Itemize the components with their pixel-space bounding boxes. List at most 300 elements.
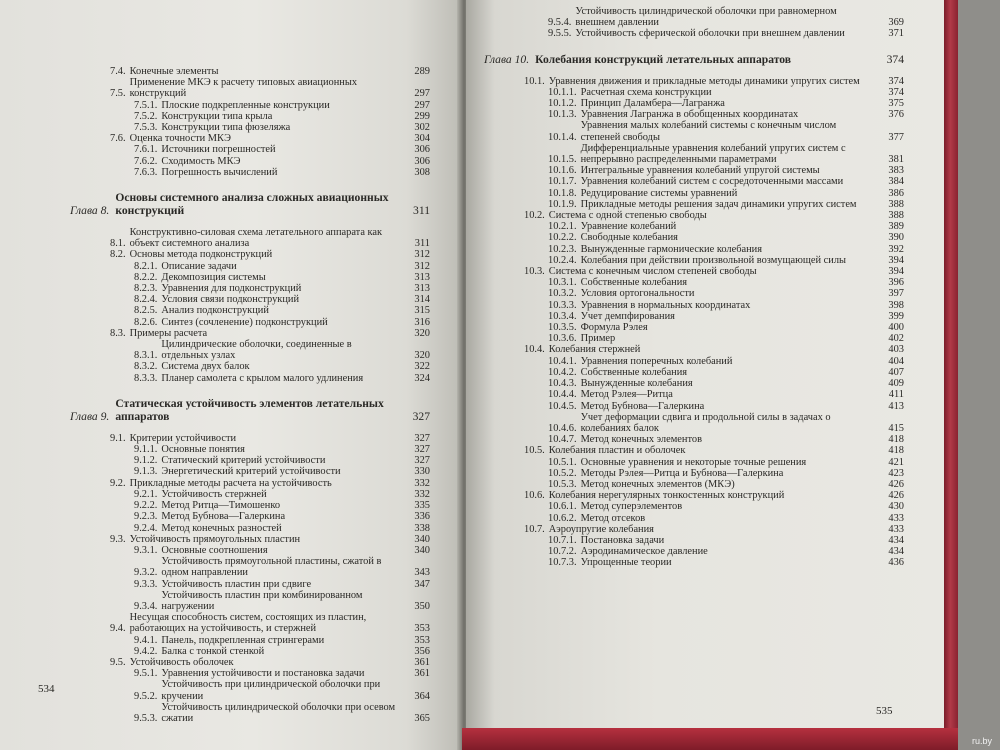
toc-subsection (484, 333, 904, 344)
toc-subsection (484, 165, 904, 176)
page-ref: 397 (888, 288, 904, 300)
section-number: 9.5. (110, 656, 126, 668)
section-number: 8.2.3. (134, 283, 158, 295)
toc-subsection (484, 434, 904, 445)
section-title: Учет деформации сдвига и продольной силы в задачах о колебаниях балок (580, 411, 831, 434)
page-ref: 361 (414, 656, 430, 668)
section-title: Метод суперэлементов (580, 501, 683, 513)
page-ref: 413 (888, 400, 904, 412)
page-ref: 308 (414, 166, 430, 178)
page-ref: 423 (888, 467, 904, 479)
page-ref: 421 (888, 456, 904, 468)
toc-subsection (70, 272, 430, 283)
section-number: 8.3.2. (134, 361, 158, 373)
section-title: Устойчивость цилиндрической оболочки при равномерном внешнем давлении (575, 6, 837, 29)
section-number: 9.3.4. (134, 600, 158, 612)
page-ref: 311 (413, 204, 430, 218)
section-number: 9.2.2. (134, 500, 158, 512)
section-number: 10.1.9. (548, 198, 577, 210)
chapter-heading (484, 53, 904, 66)
toc-subsection (484, 378, 904, 389)
section-number: 7.6.3. (134, 166, 158, 178)
section-number: 9.2.3. (134, 511, 158, 523)
section-number: 10.1.4. (548, 131, 577, 143)
section-title: Метод Бубнова—Галеркина (580, 400, 705, 412)
page-ref: 311 (414, 238, 430, 250)
toc-section (70, 77, 430, 99)
section-number: 10.5.3. (548, 478, 577, 490)
section-title: Методы Рэлея—Ритца и Бубнова—Галеркина (580, 467, 784, 479)
section-title: Метод конечных элементов (МКЭ) (580, 478, 735, 490)
toc-subsection (70, 500, 430, 511)
section-number: 10.3.1. (548, 277, 577, 289)
section-title: Планер самолета с крылом малого удлинения (161, 372, 364, 384)
section-title: Панель, подкрепленная стрингерами (161, 634, 325, 646)
toc-section (70, 433, 430, 444)
chapter-label: Глава 9. (70, 409, 110, 423)
page-ref: 434 (888, 534, 904, 546)
toc-subsection (484, 311, 904, 322)
toc-subsection (70, 339, 430, 361)
section-title: Статический критерий устойчивости (161, 455, 326, 467)
section-number: 7.4. (110, 66, 126, 77)
page-ref: 338 (414, 522, 430, 534)
page-ref: 330 (414, 466, 430, 478)
page-ref: 343 (414, 567, 430, 579)
section-number: 9.1.1. (134, 444, 158, 456)
section-number: 9.3.3. (134, 578, 158, 590)
page-ref: 402 (888, 333, 904, 345)
toc-subsection (484, 412, 904, 434)
toc-subsection (70, 373, 430, 384)
section-number: 10.4.3. (548, 378, 577, 390)
toc-subsection (70, 702, 430, 724)
page-ref: 365 (414, 712, 430, 724)
toc-subsection (484, 535, 904, 546)
page-ref: 299 (414, 110, 430, 122)
toc-subsection (70, 144, 430, 155)
page-ref: 377 (888, 131, 904, 143)
toc-section (484, 210, 904, 221)
section-title: Уравнения в нормальных координатах (580, 299, 751, 311)
page-ref: 347 (414, 578, 430, 590)
section-title: Оценка точности МКЭ (129, 133, 231, 145)
toc-subsection (70, 668, 430, 679)
toc-subsection (70, 646, 430, 657)
right-toc (484, 6, 904, 569)
toc-subsection (70, 100, 430, 111)
toc-subsection (484, 6, 904, 28)
page-ref: 320 (414, 350, 430, 362)
section-number: 8.3. (110, 327, 126, 339)
section-number: 10.2. (524, 210, 545, 222)
page-ref: 313 (414, 271, 430, 283)
page-ref: 297 (414, 99, 430, 111)
toc-subsection (70, 294, 430, 305)
section-number: 10.3.2. (548, 288, 577, 300)
page-ref: 361 (414, 668, 430, 680)
section-number: 10.1.1. (548, 86, 577, 98)
page-ref: 332 (414, 477, 430, 489)
page-ref: 353 (414, 623, 430, 635)
section-title: Устойчивость сферической оболочки при внешнем давлении (575, 28, 845, 40)
toc-section (484, 76, 904, 87)
section-title: Уравнения Лагранжа в обобщенных координатах (580, 109, 799, 121)
page-ref: 315 (414, 305, 430, 317)
section-number: 7.5.2. (134, 110, 158, 122)
toc-subsection (484, 244, 904, 255)
page-ref: 383 (888, 165, 904, 177)
section-title: Несущая способность систем, состоящих из пластин, работающих на устойчивость, и стержней (129, 612, 367, 635)
page-ref: 396 (888, 277, 904, 289)
page-ref: 304 (414, 133, 430, 145)
section-title: Устойчивость оболочек (129, 656, 234, 668)
section-number: 10.2.4. (548, 254, 577, 266)
page-ref: 398 (888, 299, 904, 311)
toc-subsection (484, 221, 904, 232)
chapter-heading (70, 397, 430, 423)
toc-subsection (484, 109, 904, 120)
page-ref: 409 (888, 378, 904, 390)
page-ref: 376 (888, 109, 904, 121)
page-ref: 394 (888, 254, 904, 266)
page-ref: 306 (414, 144, 430, 156)
book-cover-edge (944, 0, 958, 750)
section-number: 10.4.5. (548, 400, 577, 412)
section-title: Собственные колебания (580, 366, 688, 378)
page-ref: 356 (414, 645, 430, 657)
section-number: 7.6.1. (134, 144, 158, 156)
section-title: Устойчивость прямоугольной пластины, сжатой в одном направлении (161, 556, 382, 579)
section-number: 10.4.6. (548, 422, 577, 434)
section-number: 10.5.1. (548, 456, 577, 468)
page-ref: 403 (888, 344, 904, 356)
toc-subsection (484, 199, 904, 210)
section-title: Система двух балок (161, 361, 250, 373)
page-ref: 388 (888, 210, 904, 222)
section-number: 8.2.6. (134, 316, 158, 328)
section-title: Применение МКЭ к расчету типовых авиационных конструкций (129, 77, 358, 100)
toc-subsection (70, 122, 430, 133)
section-number: 10.5. (524, 445, 545, 457)
section-title: Условия связи подконструкций (161, 294, 300, 306)
toc-subsection (484, 188, 904, 199)
section-title: Критерии устойчивости (129, 432, 237, 444)
section-title: Колебания нерегулярных тонкостенных конструкций (548, 490, 785, 502)
page-ref: 404 (888, 355, 904, 367)
section-title: Декомпозиция системы (161, 271, 266, 283)
page-ref: 364 (414, 690, 430, 702)
section-title: Цилиндрические оболочки, соединенные в отдельных узлах (161, 339, 352, 362)
page-ref: 411 (888, 389, 904, 401)
section-title: Аэродинамическое давление (580, 546, 708, 558)
section-number: 9.3.1. (134, 544, 158, 556)
page-ref: 332 (414, 488, 430, 500)
toc-subsection (70, 579, 430, 590)
page-ref: 433 (888, 523, 904, 535)
section-number: 9.5.5. (548, 28, 572, 40)
section-title: Метод Бубнова—Галеркина (161, 511, 286, 523)
page-ref: 426 (888, 490, 904, 502)
section-title: Уравнения малых колебаний системы с конечным числом степеней свободы (580, 120, 837, 143)
page-ref: 430 (888, 501, 904, 513)
right-page (466, 0, 944, 750)
toc-section (70, 657, 430, 668)
page-ref: 327 (414, 432, 430, 444)
toc-section (484, 524, 904, 535)
toc-section (70, 478, 430, 489)
toc-subsection (484, 120, 904, 142)
backdrop (958, 0, 1000, 750)
section-title: Формула Рэлея (580, 322, 648, 334)
section-title: Конструкции типа крыла (161, 110, 273, 122)
page-ref: 289 (414, 66, 430, 77)
toc-subsection (484, 468, 904, 479)
page-ref: 340 (414, 544, 430, 556)
toc-subsection (484, 367, 904, 378)
page-ref: 327 (412, 409, 430, 423)
section-number: 10.3. (524, 266, 545, 278)
section-title: Метод отсеков (580, 512, 646, 524)
page-ref: 434 (888, 546, 904, 558)
section-number: 9.5.2. (134, 690, 158, 702)
toc-subsection (70, 523, 430, 534)
page-ref: 415 (888, 422, 904, 434)
section-title: Основы метода подконструкций (129, 249, 273, 261)
toc-subsection (484, 255, 904, 266)
section-title: Условия ортогональности (580, 288, 695, 300)
toc-subsection (484, 176, 904, 187)
section-number: 9.2.1. (134, 488, 158, 500)
page-ref: 306 (414, 155, 430, 167)
section-title: Энергетический критерий устойчивости (161, 466, 341, 478)
page-ref: 426 (888, 478, 904, 490)
toc-section (70, 534, 430, 545)
page-ref: 322 (414, 361, 430, 373)
watermark: ru.by (971, 736, 992, 746)
toc-subsection (70, 317, 430, 328)
page-ref: 390 (888, 232, 904, 244)
section-number: 10.1.5. (548, 154, 577, 166)
section-number: 10.7. (524, 523, 545, 535)
section-number: 10.1.3. (548, 109, 577, 121)
page-ref: 327 (414, 444, 430, 456)
page-ref: 374 (888, 75, 904, 87)
toc-section (484, 445, 904, 456)
toc-subsection (484, 277, 904, 288)
toc-section (484, 266, 904, 277)
toc-subsection (70, 361, 430, 372)
section-title: Балка с тонкой стенкой (161, 645, 265, 657)
section-number: 10.2.2. (548, 232, 577, 244)
section-number: 7.6.2. (134, 155, 158, 167)
section-title: Метод Ритца—Тимошенко (161, 500, 281, 512)
section-number: 9.5.4. (548, 17, 572, 29)
page-ref: 316 (414, 316, 430, 328)
section-title: Устойчивость при цилиндрической оболочки при кручении (161, 679, 381, 702)
section-title: Конструктивно-силовая схема летательного аппарата как объект системного анализа (129, 227, 383, 250)
section-number: 10.4. (524, 344, 545, 356)
page-ref: 394 (888, 266, 904, 278)
section-title: Свободные колебания (580, 232, 678, 244)
page-ref: 388 (888, 198, 904, 210)
section-number: 10.2.1. (548, 221, 577, 233)
section-title: Примеры расчета (129, 327, 208, 339)
page-ref: 399 (888, 310, 904, 322)
section-title: Метод конечных разностей (161, 522, 282, 534)
toc-subsection (70, 635, 430, 646)
section-title: Вынужденные гармонические колебания (580, 243, 763, 255)
toc-subsection (484, 356, 904, 367)
section-title: Собственные колебания (580, 277, 688, 289)
toc-subsection (484, 98, 904, 109)
chapter-label: Глава 10. (484, 52, 530, 66)
page-ref: 336 (414, 511, 430, 523)
section-number: 7.5. (110, 88, 126, 100)
chapter-heading (70, 191, 430, 217)
section-number: 10.1.7. (548, 176, 577, 188)
section-title: Прикладные методы решения задач динамики упругих систем (580, 198, 857, 210)
toc-subsection (484, 28, 904, 39)
chapter-label: Глава 8. (70, 204, 110, 218)
section-number: 7.6. (110, 133, 126, 145)
toc-section (70, 133, 430, 144)
section-title: Устойчивость пластин при комбинированном нагружении (161, 589, 363, 612)
section-title: Вынужденные колебания (580, 378, 693, 390)
page-ref: 407 (888, 366, 904, 378)
toc-subsection (484, 479, 904, 490)
page-ref: 384 (888, 176, 904, 188)
toc-section (70, 249, 430, 260)
page-ref: 433 (888, 512, 904, 524)
toc-subsection (484, 300, 904, 311)
page-ref: 302 (414, 122, 430, 134)
section-title: Система с конечным числом степеней свободы (548, 266, 757, 278)
toc-subsection (484, 322, 904, 333)
section-title: Анализ подконструкций (161, 305, 269, 317)
section-number: 9.5.1. (134, 668, 158, 680)
section-title: Интегральные уравнения колебаний упругой системы (580, 165, 820, 177)
page-ref: 297 (414, 88, 430, 100)
page-ref: 389 (888, 221, 904, 233)
page-ref: 418 (888, 434, 904, 446)
section-number: 9.5.3. (134, 712, 158, 724)
section-title: Упрощенные теории (580, 557, 672, 569)
toc-subsection (70, 511, 430, 522)
page-ref: 353 (414, 634, 430, 646)
section-number: 10.1.8. (548, 187, 577, 199)
left-toc (70, 66, 430, 724)
section-title: Уравнения устойчивости и постановка задачи (161, 668, 365, 680)
section-number: 7.5.1. (134, 99, 158, 111)
section-number: 10.3.4. (548, 310, 577, 322)
section-number: 9.4. (110, 623, 126, 635)
toc-subsection (484, 501, 904, 512)
page-ref: 392 (888, 243, 904, 255)
section-number: 10.6.2. (548, 512, 577, 524)
toc-subsection (70, 261, 430, 272)
section-title: Пример (580, 333, 616, 345)
section-number: 7.5.3. (134, 122, 158, 134)
section-number: 8.2.2. (134, 271, 158, 283)
chapter-title: Колебания конструкций летательных аппаратов (535, 52, 792, 66)
page-ref: 335 (414, 500, 430, 512)
section-number: 9.1.2. (134, 455, 158, 467)
section-title: Аэроупругие колебания (548, 523, 654, 535)
page-ref: 381 (888, 154, 904, 166)
page-ref: 400 (888, 322, 904, 334)
toc-subsection (484, 143, 904, 165)
section-number: 8.1. (110, 238, 126, 250)
section-number: 9.4.1. (134, 634, 158, 646)
page-ref: 386 (888, 187, 904, 199)
section-number: 10.1.2. (548, 98, 577, 110)
section-number: 10.7.1. (548, 534, 577, 546)
section-number: 10.3.3. (548, 299, 577, 311)
section-number: 8.2.4. (134, 294, 158, 306)
toc-subsection (70, 283, 430, 294)
toc-section (70, 227, 430, 249)
section-number: 10.1.6. (548, 165, 577, 177)
section-title: Постановка задачи (580, 534, 665, 546)
section-title: Основные соотношения (161, 544, 268, 556)
section-title: Уравнения колебаний систем с сосредоточенными массами (580, 176, 844, 188)
section-title: Система с одной степенью свободы (548, 210, 707, 222)
page-ref: 327 (414, 455, 430, 467)
section-title: Метод конечных элементов (580, 434, 702, 446)
section-title: Основные понятия (161, 444, 245, 456)
section-number: 8.2. (110, 249, 126, 261)
section-number: 10.4.4. (548, 389, 577, 401)
section-title: Прикладные методы расчета на устойчивость (129, 477, 332, 489)
toc-subsection (70, 545, 430, 556)
section-title: Устойчивость прямоугольных пластин (129, 533, 301, 545)
section-title: Конечные элементы (129, 66, 219, 77)
section-number: 9.4.2. (134, 645, 158, 657)
section-number: 10.4.2. (548, 366, 577, 378)
page-ref: 350 (414, 600, 430, 612)
section-title: Уравнение колебаний (580, 221, 677, 233)
page-ref: 314 (414, 294, 430, 306)
section-number: 9.3. (110, 533, 126, 545)
section-number: 10.6. (524, 490, 545, 502)
section-number: 9.2. (110, 477, 126, 489)
section-title: Расчетная схема конструкции (580, 86, 712, 98)
section-number: 8.3.1. (134, 350, 158, 362)
toc-subsection (70, 489, 430, 500)
section-title: Описание задачи (161, 260, 237, 272)
page-ref: 340 (414, 533, 430, 545)
section-title: Устойчивость стержней (161, 488, 267, 500)
section-title: Колебания пластин и оболочек (548, 445, 686, 457)
section-title: Дифференциальные уравнения колебаний упругих систем с непрерывно распределенными параметрами (580, 142, 846, 166)
section-title: Метод Рэлея—Ритца (580, 389, 673, 401)
section-number: 8.2.1. (134, 260, 158, 272)
toc-subsection (70, 444, 430, 455)
section-number: 10.1. (524, 75, 545, 87)
page-ref: 312 (414, 249, 430, 261)
left-page (0, 0, 462, 750)
section-number: 10.4.7. (548, 434, 577, 446)
section-number: 10.3.6. (548, 333, 577, 345)
toc-section (484, 490, 904, 501)
toc-section (484, 344, 904, 355)
toc-subsection (70, 156, 430, 167)
toc-subsection (484, 288, 904, 299)
section-title: Конструкции типа фюзеляжа (161, 122, 291, 134)
toc-subsection (70, 305, 430, 316)
section-title: Плоские подкрепленные конструкции (161, 99, 330, 111)
